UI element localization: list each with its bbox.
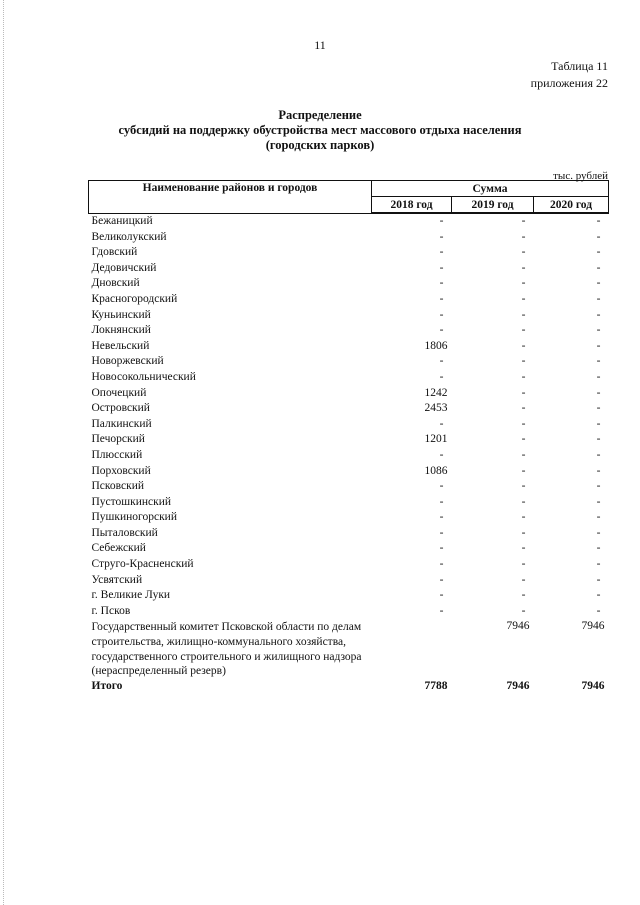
value-2019: - xyxy=(521,292,526,305)
value-2019: - xyxy=(521,277,526,290)
value-2018: - xyxy=(439,370,444,383)
value-2018: - xyxy=(439,230,444,243)
value-2020: - xyxy=(596,261,601,274)
committee-row xyxy=(89,619,609,678)
value-2018: - xyxy=(439,495,444,508)
value-2020: - xyxy=(596,526,601,539)
value-2019: - xyxy=(521,402,526,415)
value-2020: - xyxy=(596,417,601,430)
table-body xyxy=(89,213,609,694)
value-2018: - xyxy=(439,292,444,305)
committee-name: Государственный комитет Псковской области по делам строительства, жилищно-коммунального хозяйства, государственного строительного и жилищного надзора (нераспределенный резерв) xyxy=(91,621,362,678)
value-2019: - xyxy=(521,386,526,399)
value-2020: - xyxy=(596,589,601,602)
district-name: Псковский xyxy=(91,480,145,493)
district-name: Порховский xyxy=(91,464,151,477)
value-2018: - xyxy=(439,480,444,493)
table-row xyxy=(89,308,609,324)
district-name: Гдовский xyxy=(91,246,138,259)
district-name: Дедовичский xyxy=(91,261,157,274)
table-row xyxy=(89,292,609,308)
table-row xyxy=(89,339,609,355)
column-header-name: Наименование районов и городов xyxy=(89,181,372,214)
value-2019: - xyxy=(521,589,526,602)
title-line2: субсидий на поддержку обустройства мест массового отдыха населения xyxy=(118,123,522,137)
total-2018: 7788 xyxy=(424,679,448,692)
units-label: тыс. рублей xyxy=(553,170,608,182)
value-2020: - xyxy=(596,308,601,321)
district-name: г. Великие Луки xyxy=(91,589,171,602)
value-2018: 2453 xyxy=(424,402,448,415)
value-2019: - xyxy=(521,355,526,368)
value-2018: - xyxy=(439,277,444,290)
district-name: Пыталовский xyxy=(91,526,158,539)
value-2020: - xyxy=(596,448,601,461)
value-2020: - xyxy=(596,511,601,524)
district-name: Опочецкий xyxy=(91,386,147,399)
district-name: Усвятский xyxy=(91,573,143,586)
value-2019: - xyxy=(521,261,526,274)
title-line1: Распределение xyxy=(278,108,362,122)
value-2020: - xyxy=(596,230,601,243)
value-2018 xyxy=(372,619,452,678)
value-2019: - xyxy=(521,480,526,493)
table-row xyxy=(89,526,609,542)
table-row xyxy=(89,386,609,402)
value-2019: - xyxy=(521,433,526,446)
table-row xyxy=(89,417,609,433)
value-2020: - xyxy=(596,495,601,508)
district-name: Пушкиногорский xyxy=(91,511,177,524)
total-label: Итого xyxy=(91,679,123,692)
total-2020: 7946 xyxy=(581,679,605,692)
value-2018: 1806 xyxy=(424,339,448,352)
value-2018: - xyxy=(439,558,444,571)
value-2019: - xyxy=(521,495,526,508)
table-row xyxy=(89,401,609,417)
value-2019: - xyxy=(521,558,526,571)
value-2019: - xyxy=(521,417,526,430)
table-row xyxy=(89,354,609,370)
table-row xyxy=(89,479,609,495)
district-name: Бежаницкий xyxy=(91,214,153,227)
value-2018: - xyxy=(439,215,444,227)
table-row xyxy=(89,245,609,261)
value-2018: 1086 xyxy=(424,464,448,477)
table-row xyxy=(89,276,609,292)
district-name: Куньинский xyxy=(91,308,151,321)
table-reference xyxy=(531,58,608,92)
title-line3: (городских парков) xyxy=(265,138,375,152)
value-2018: - xyxy=(439,573,444,586)
total-row xyxy=(89,679,609,695)
value-2018: - xyxy=(439,246,444,259)
district-name: г. Псков xyxy=(91,604,131,617)
district-name: Островский xyxy=(91,402,150,415)
total-2019: 7946 xyxy=(506,679,530,692)
value-2018: - xyxy=(439,261,444,274)
value-2019: - xyxy=(521,448,526,461)
value-2020: - xyxy=(596,292,601,305)
value-2019: - xyxy=(521,308,526,321)
value-2018: - xyxy=(439,417,444,430)
table-ref-line1: Таблица 11 xyxy=(551,59,608,73)
value-2020: - xyxy=(596,386,601,399)
district-name: Великолукский xyxy=(91,230,167,243)
table-row xyxy=(89,541,609,557)
column-header-sum: Сумма xyxy=(372,181,609,197)
value-2018: - xyxy=(439,589,444,602)
table-row xyxy=(89,495,609,511)
value-2020: - xyxy=(596,277,601,290)
column-header-2018: 2018 год xyxy=(372,197,452,214)
value-2018: - xyxy=(439,604,444,617)
table-row xyxy=(89,261,609,277)
value-2019: - xyxy=(521,246,526,259)
district-name: Невельский xyxy=(91,339,150,352)
document-title xyxy=(0,108,640,153)
value-2020: - xyxy=(596,558,601,571)
value-2020: - xyxy=(596,480,601,493)
table-row xyxy=(89,370,609,386)
table-row xyxy=(89,213,609,230)
value-2020: - xyxy=(596,604,601,617)
value-2019: - xyxy=(521,370,526,383)
table-row xyxy=(89,323,609,339)
page-number: 11 xyxy=(314,38,326,52)
value-2019: 7946 xyxy=(506,620,530,633)
district-name: Струго-Красненский xyxy=(91,558,194,571)
table-row xyxy=(89,588,609,604)
value-2018: 1242 xyxy=(424,386,448,399)
subsidy-table xyxy=(88,180,609,694)
value-2020: - xyxy=(596,370,601,383)
value-2019: - xyxy=(521,230,526,243)
value-2018: 1201 xyxy=(424,433,448,446)
value-2019: - xyxy=(521,324,526,337)
value-2020: - xyxy=(596,464,601,477)
table-ref-line2: приложения 22 xyxy=(530,76,608,90)
district-name: Палкинский xyxy=(91,417,152,430)
table-row xyxy=(89,432,609,448)
value-2019: - xyxy=(521,339,526,352)
table-row xyxy=(89,557,609,573)
value-2020: 7946 xyxy=(581,620,605,633)
district-name: Себежский xyxy=(91,542,146,555)
value-2019: - xyxy=(521,511,526,524)
value-2018: - xyxy=(439,526,444,539)
value-2019: - xyxy=(521,526,526,539)
table-row xyxy=(89,573,609,589)
value-2019: - xyxy=(521,542,526,555)
district-name: Красногородский xyxy=(91,292,178,305)
value-2020: - xyxy=(596,246,601,259)
value-2018: - xyxy=(439,542,444,555)
table-row xyxy=(89,230,609,246)
value-2019: - xyxy=(521,604,526,617)
value-2018: - xyxy=(439,324,444,337)
value-2020: - xyxy=(596,324,601,337)
column-header-2020: 2020 год xyxy=(534,197,609,214)
value-2020: - xyxy=(596,355,601,368)
column-header-2019: 2019 год xyxy=(452,197,534,214)
value-2020: - xyxy=(596,433,601,446)
district-name: Новосокольнический xyxy=(91,370,196,383)
value-2020: - xyxy=(596,339,601,352)
table-row xyxy=(89,604,609,620)
district-name: Пустошкинский xyxy=(91,495,172,508)
district-name: Печорский xyxy=(91,433,145,446)
district-name: Новоржевский xyxy=(91,355,164,368)
value-2018: - xyxy=(439,448,444,461)
value-2020: - xyxy=(596,573,601,586)
district-name: Плюсский xyxy=(91,448,143,461)
district-name: Дновский xyxy=(91,277,140,290)
value-2018: - xyxy=(439,511,444,524)
value-2019: - xyxy=(521,573,526,586)
value-2019: - xyxy=(521,215,526,227)
table-row xyxy=(89,464,609,480)
value-2019: - xyxy=(521,464,526,477)
value-2020: - xyxy=(596,215,601,227)
value-2020: - xyxy=(596,542,601,555)
table-row xyxy=(89,510,609,526)
value-2018: - xyxy=(439,355,444,368)
district-name: Локнянский xyxy=(91,324,151,337)
table-row xyxy=(89,448,609,464)
value-2020: - xyxy=(596,402,601,415)
value-2018: - xyxy=(439,308,444,321)
